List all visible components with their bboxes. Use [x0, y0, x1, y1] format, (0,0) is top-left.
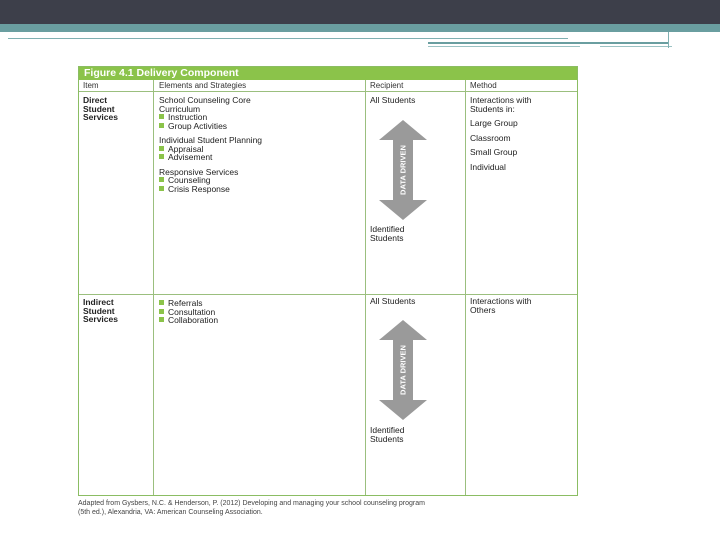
- delivery-component-figure: [78, 66, 578, 496]
- direct-item-label: [83, 96, 118, 122]
- decorative-line: [428, 42, 668, 44]
- citation-line: (5th ed.), Alexandria, VA: American Counseling Association.: [78, 509, 263, 516]
- item-line: Student: [83, 305, 115, 316]
- header-recipient: Recipient: [370, 81, 404, 90]
- header-divider: [79, 91, 577, 92]
- list-item: [159, 153, 262, 162]
- recipient-line: Students: [370, 433, 404, 444]
- planning-title: Individual Student Planning: [159, 135, 263, 145]
- bullet-square-icon: [159, 154, 164, 159]
- core-title: School Counseling Core: [159, 95, 251, 105]
- bullet-square-icon: [159, 317, 164, 322]
- bullet-square-icon: [159, 146, 164, 151]
- column-divider: [153, 80, 154, 495]
- header-item: Item: [83, 81, 99, 90]
- data-driven-arrow-icon: [379, 320, 427, 420]
- figure-title: Figure 4.1 Delivery Component: [79, 67, 577, 80]
- method-line: Small Group: [470, 147, 518, 157]
- decorative-corner: [668, 32, 720, 48]
- citation-line: Adapted from Gysbers, N.C. & Henderson, P. (2012) Developing and managing your school counseling program: [78, 500, 425, 507]
- list-item-label: Consultation: [168, 306, 216, 317]
- indirect-recipient-top: All Students: [370, 296, 416, 306]
- indirect-method: [470, 297, 531, 314]
- list-item-label: Advisement: [168, 152, 213, 162]
- direct-method: [470, 96, 531, 171]
- recipient-line: Students: [370, 232, 404, 243]
- column-divider: [365, 80, 366, 495]
- method-line: Others: [470, 304, 496, 315]
- list-item-label: Appraisal: [168, 143, 204, 154]
- column-divider: [465, 80, 466, 495]
- recipient-line: Identified: [370, 425, 405, 435]
- header-method: Method: [470, 81, 497, 90]
- method-line: Individual: [470, 161, 506, 172]
- bullet-square-icon: [159, 177, 164, 182]
- list-item-label: Referrals: [168, 298, 203, 308]
- direct-elements: [159, 96, 262, 193]
- row-divider: [79, 294, 577, 295]
- item-line: Services: [83, 314, 118, 324]
- method-line: Interactions with: [470, 296, 532, 306]
- item-line: Indirect: [83, 297, 114, 307]
- indirect-item-label: [83, 298, 118, 324]
- decorative-line: [428, 46, 580, 47]
- item-line: Student: [83, 103, 115, 114]
- indirect-recipient-bottom: [370, 426, 405, 443]
- list-item: [159, 316, 218, 325]
- list-item-label: Instruction: [168, 112, 208, 122]
- list-item-label: Group Activities: [168, 120, 228, 131]
- bullet-square-icon: [159, 300, 164, 305]
- bullet-square-icon: [159, 309, 164, 314]
- header-elements: Elements and Strategies: [159, 81, 247, 90]
- method-line: Interactions with: [470, 95, 532, 105]
- item-line: Services: [83, 112, 118, 122]
- slide-top-bar: [0, 0, 720, 24]
- data-driven-arrow-icon: [379, 120, 427, 220]
- item-line: Direct: [83, 95, 108, 105]
- arrow-label: DATA DRIVEN: [398, 145, 408, 195]
- bullet-square-icon: [159, 186, 164, 191]
- recipient-line: Identified: [370, 224, 405, 234]
- direct-recipient-bottom: [370, 225, 405, 242]
- slide-accent-stripe: [0, 24, 720, 32]
- list-item: [159, 122, 262, 131]
- core-title-2: Curriculum: [159, 103, 201, 114]
- method-line: Classroom: [470, 132, 511, 143]
- figure-citation: [78, 499, 578, 517]
- indirect-elements: [159, 299, 218, 325]
- list-item: [159, 185, 262, 194]
- decorative-line: [8, 38, 568, 39]
- responsive-title: Responsive Services: [159, 166, 239, 177]
- bullet-square-icon: [159, 114, 164, 119]
- direct-recipient-top: All Students: [370, 95, 416, 105]
- figure-table: [79, 80, 577, 495]
- list-item-label: Collaboration: [168, 315, 219, 325]
- decorative-line: [600, 46, 672, 47]
- list-item-label: Crisis Response: [168, 183, 230, 194]
- arrow-label: DATA DRIVEN: [398, 345, 408, 395]
- method-line: Large Group: [470, 118, 518, 128]
- method-line: Students in:: [470, 103, 515, 114]
- bullet-square-icon: [159, 123, 164, 128]
- list-item-label: Counseling: [168, 175, 211, 185]
